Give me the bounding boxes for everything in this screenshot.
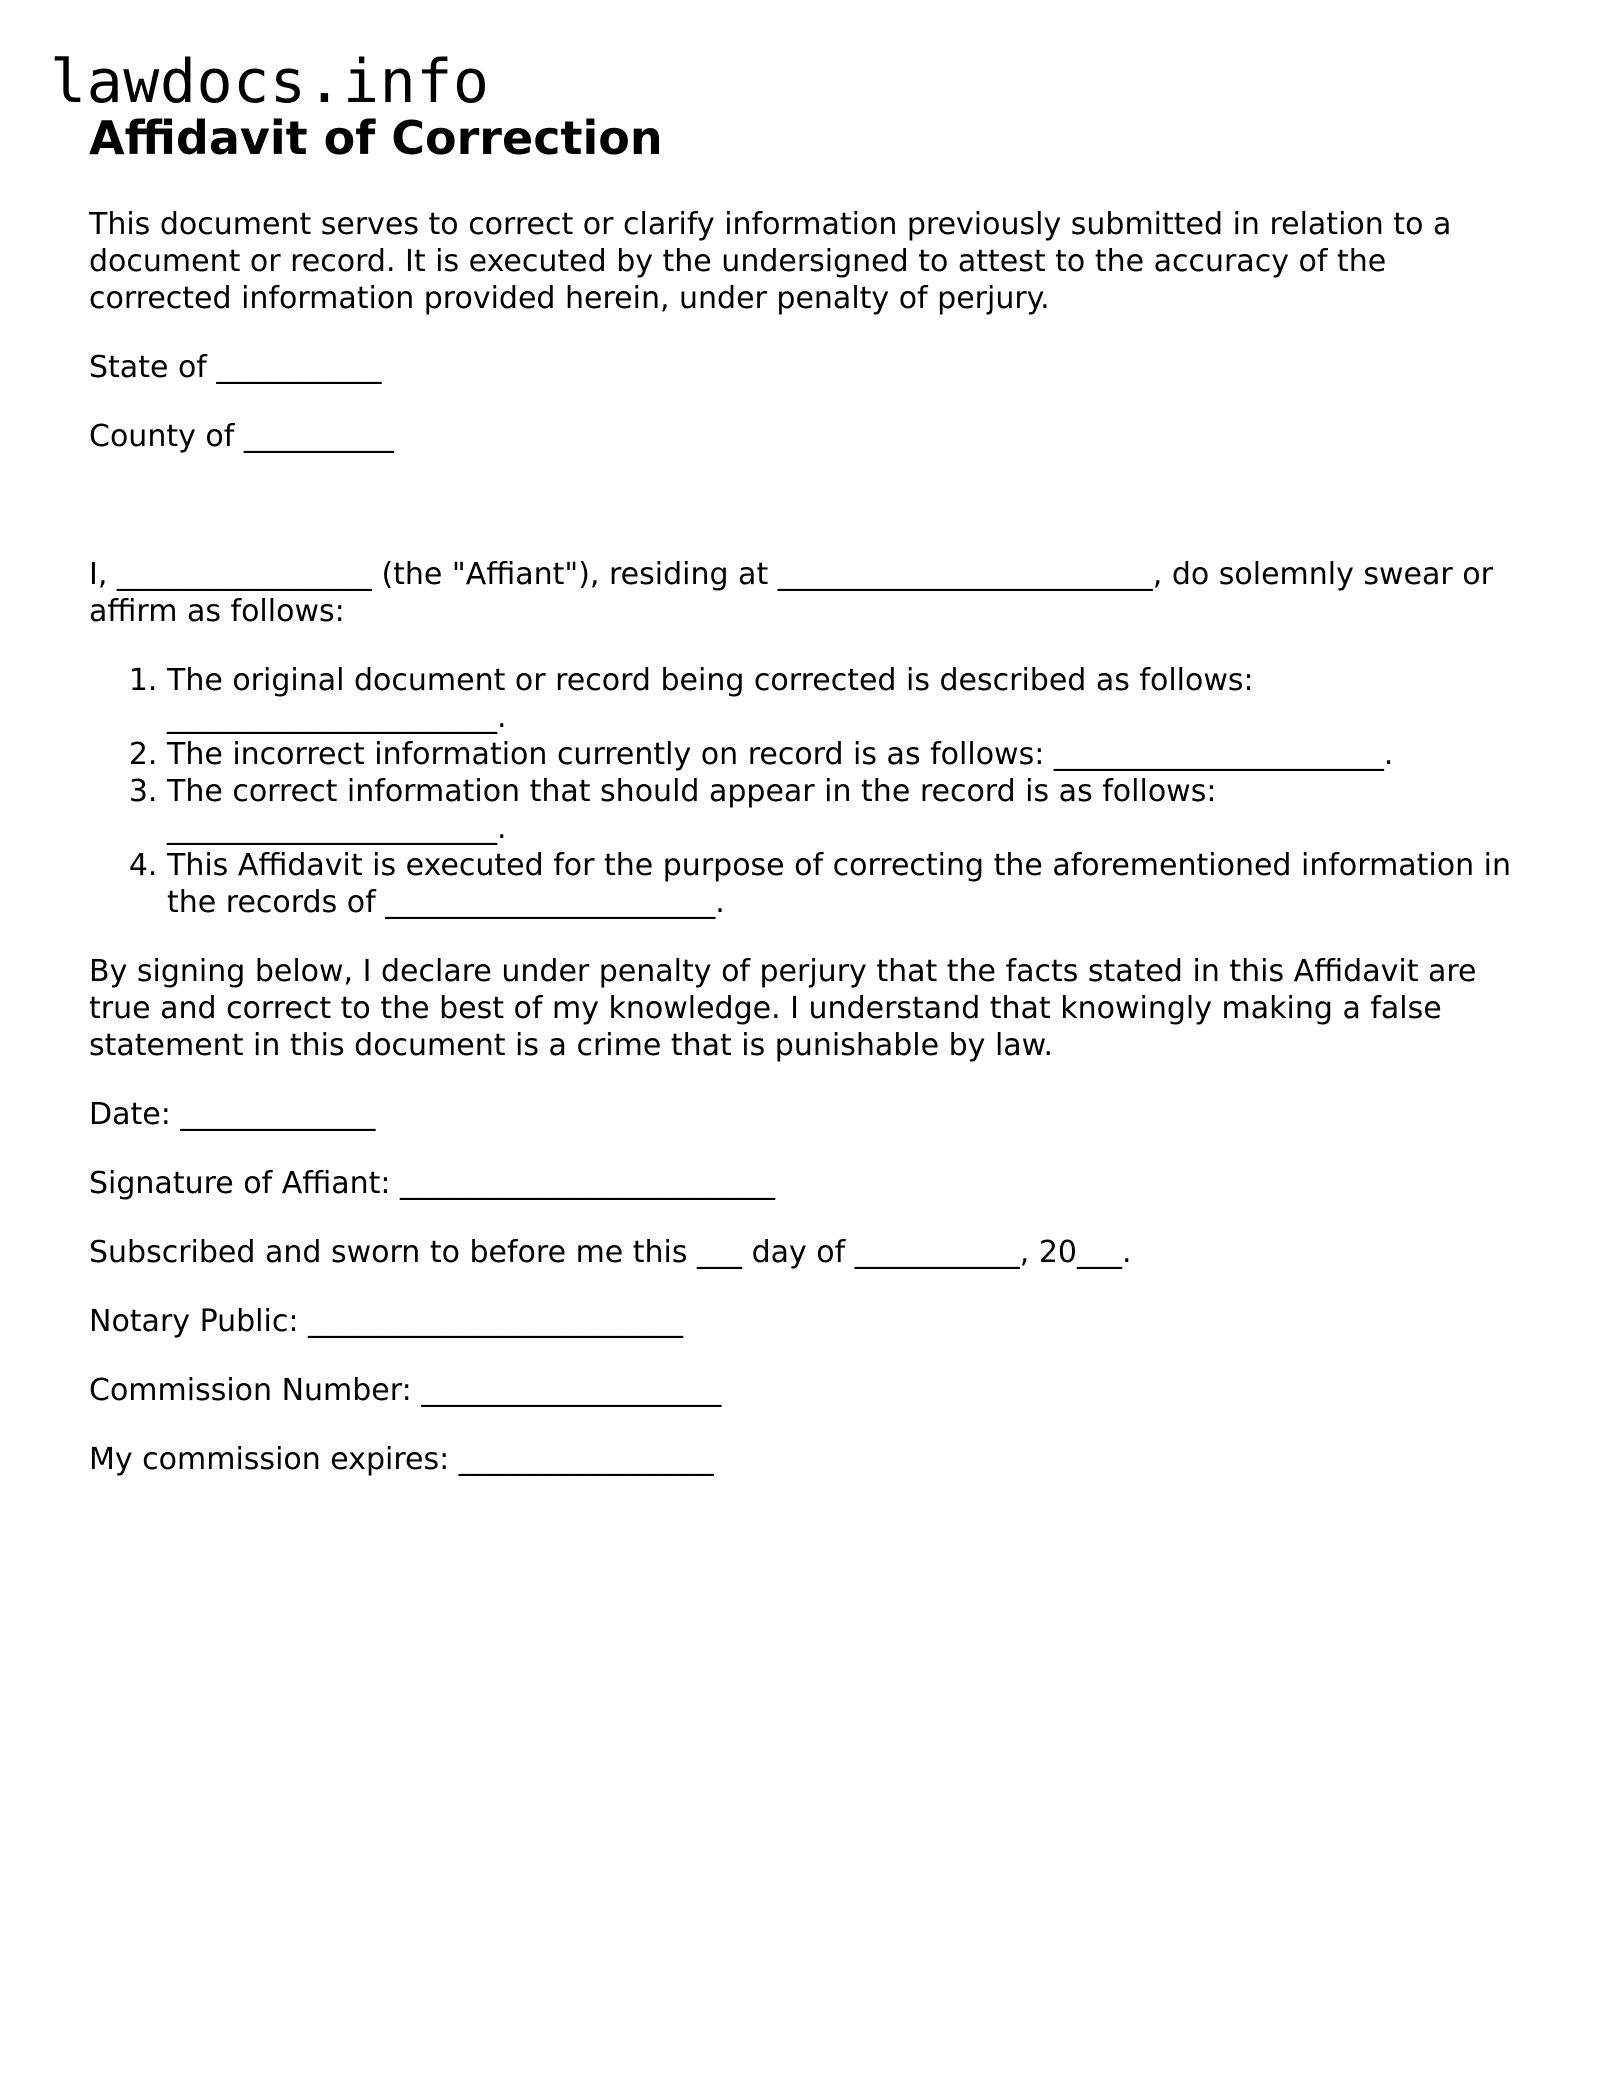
intro-paragraph: This document serves to correct or clarify information previously submitted in relation to a document or record. It is executed by the undersigned to attest to the accuracy of the corrected information provided herein, under penalty of perjury. — [89, 207, 1452, 316]
date-line: Date: _____________ — [89, 1097, 376, 1132]
list-item: 2. The incorrect information currently on record is as follows: ______________________. — [167, 736, 1529, 773]
statement-list — [89, 662, 1529, 921]
commission-expires-line: My commission expires: _________________ — [89, 1442, 714, 1477]
document-title: Affidavit of Correction — [89, 111, 663, 165]
notary-line: Notary Public: _________________________ — [89, 1304, 683, 1339]
county-line: County of __________ — [89, 419, 394, 454]
watermark-logo: lawdocs.info — [50, 47, 490, 117]
commission-number-line: Commission Number: ____________________ — [89, 1373, 722, 1408]
list-item: 4. This Affidavit is executed for the purpose of correcting the aforementioned information in the records of ______________________. — [167, 847, 1529, 921]
state-line: State of ___________ — [89, 350, 382, 385]
declaration-paragraph: By signing below, I declare under penalty of perjury that the facts stated in this Affidavit are true and correct to the best of my knowledge. I understand that knowingly making a false statement in this document is a crime that is punishable by law. — [89, 954, 1477, 1063]
signature-line: Signature of Affiant: _________________________ — [89, 1166, 776, 1201]
sworn-line: Subscribed and sworn to before me this ___ day of ___________, 20___. — [89, 1235, 1132, 1270]
document-body — [89, 110, 1529, 1510]
affiant-statement: I, _________________ (the "Affiant"), residing at _________________________, do solemnly swear or affirm as follows: — [89, 557, 1493, 629]
list-item: 3. The correct information that should appear in the record is as follows: ______________________. — [167, 773, 1529, 847]
list-item: 1. The original document or record being corrected is described as follows: ______________________. — [167, 662, 1529, 736]
